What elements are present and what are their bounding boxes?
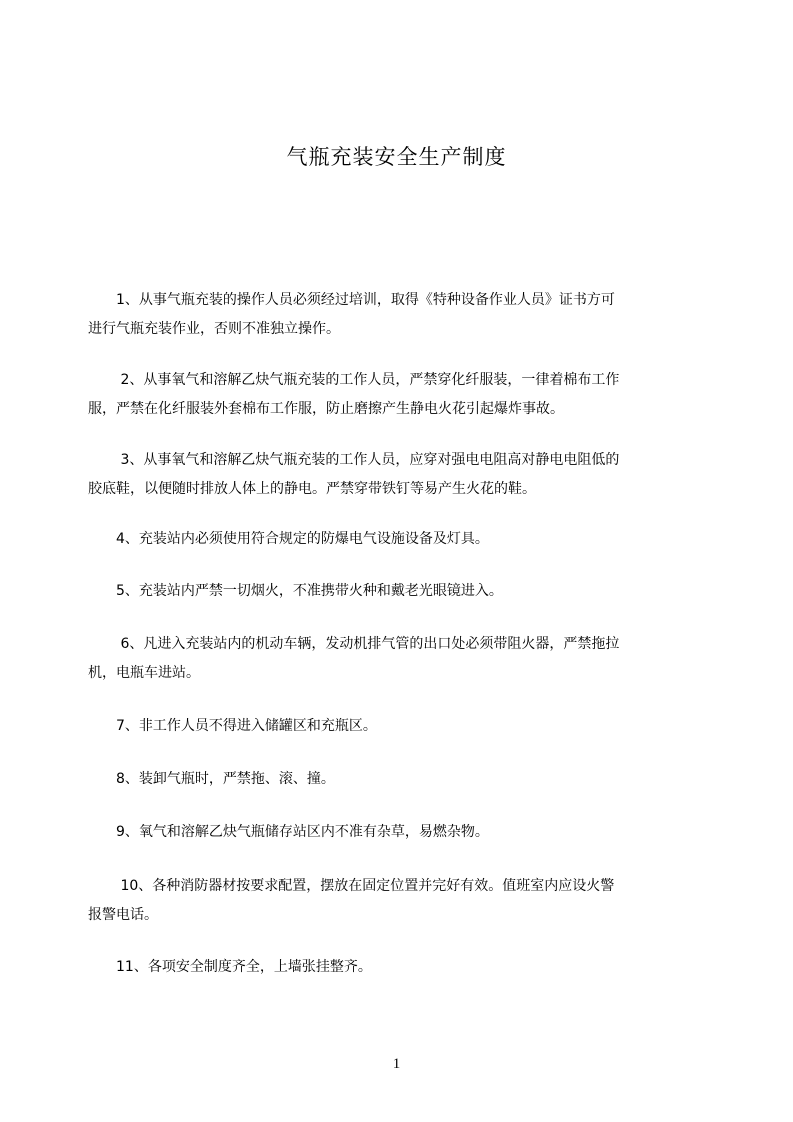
paragraph-line: 2、从事氧气和溶解乙炔气瓶充装的工作人员，严禁穿化纤服装，一律着棉布工作 xyxy=(88,372,620,388)
paragraph-line: 胶底鞋，以便随时排放人体上的静电。严禁穿带铁钉等易产生火花的鞋。 xyxy=(88,481,536,497)
paragraph-line: 3、从事氧气和溶解乙炔气瓶充装的工作人员，应穿对强电电阻高对静电电阻低的 xyxy=(88,452,620,468)
paragraph-8 xyxy=(88,765,728,794)
paragraph-line: 5、充装站内严禁一切烟火，不准携带火种和戴老光眼镜进入。 xyxy=(88,583,503,599)
paragraph-line: 7、非工作人员不得进入储罐区和充瓶区。 xyxy=(88,718,377,734)
paragraph-line: 1、从事气瓶充装的操作人员必须经过培训，取得《特种设备作业人员》证书方可 xyxy=(88,292,615,308)
paragraph-line: 10、各种消防器材按要求配置，摆放在固定位置并完好有效。值班室内应设火警 xyxy=(88,878,615,894)
page-number: 1 xyxy=(392,1056,401,1072)
paragraph-line: 6、凡进入充装站内的机动车辆，发动机排气管的出口处必须带阻火器，严禁拖拉 xyxy=(88,636,620,652)
paragraph-4 xyxy=(88,525,728,554)
paragraph-3 xyxy=(88,446,728,504)
document-title: 气瓶充装安全生产制度 xyxy=(286,145,507,169)
paragraph-7 xyxy=(88,712,728,741)
paragraph-11 xyxy=(88,953,728,982)
paragraph-5 xyxy=(88,577,728,606)
paragraph-9 xyxy=(88,818,728,847)
paragraph-line: 4、充装站内必须使用符合规定的防爆电气设施设备及灯具。 xyxy=(88,531,489,547)
paragraph-line: 服，严禁在化纤服装外套棉布工作服，防止磨擦产生静电火花引起爆炸事故。 xyxy=(88,401,564,417)
paragraph-2 xyxy=(88,366,728,424)
paragraph-line: 进行气瓶充装作业，否则不准独立操作。 xyxy=(88,321,340,337)
paragraph-line: 11、各项安全制度齐全，上墙张挂整齐。 xyxy=(88,959,372,975)
paragraph-line: 机，电瓶车进站。 xyxy=(88,665,200,681)
paragraph-6 xyxy=(88,630,728,688)
paragraph-line: 8、装卸气瓶时，严禁拖、滚、撞。 xyxy=(88,771,335,787)
paragraph-line: 9、氧气和溶解乙炔气瓶储存站区内不准有杂草，易燃杂物。 xyxy=(88,824,489,840)
paragraph-10 xyxy=(88,872,728,930)
paragraph-1 xyxy=(88,286,728,344)
paragraph-line: 报警电话。 xyxy=(88,907,158,923)
